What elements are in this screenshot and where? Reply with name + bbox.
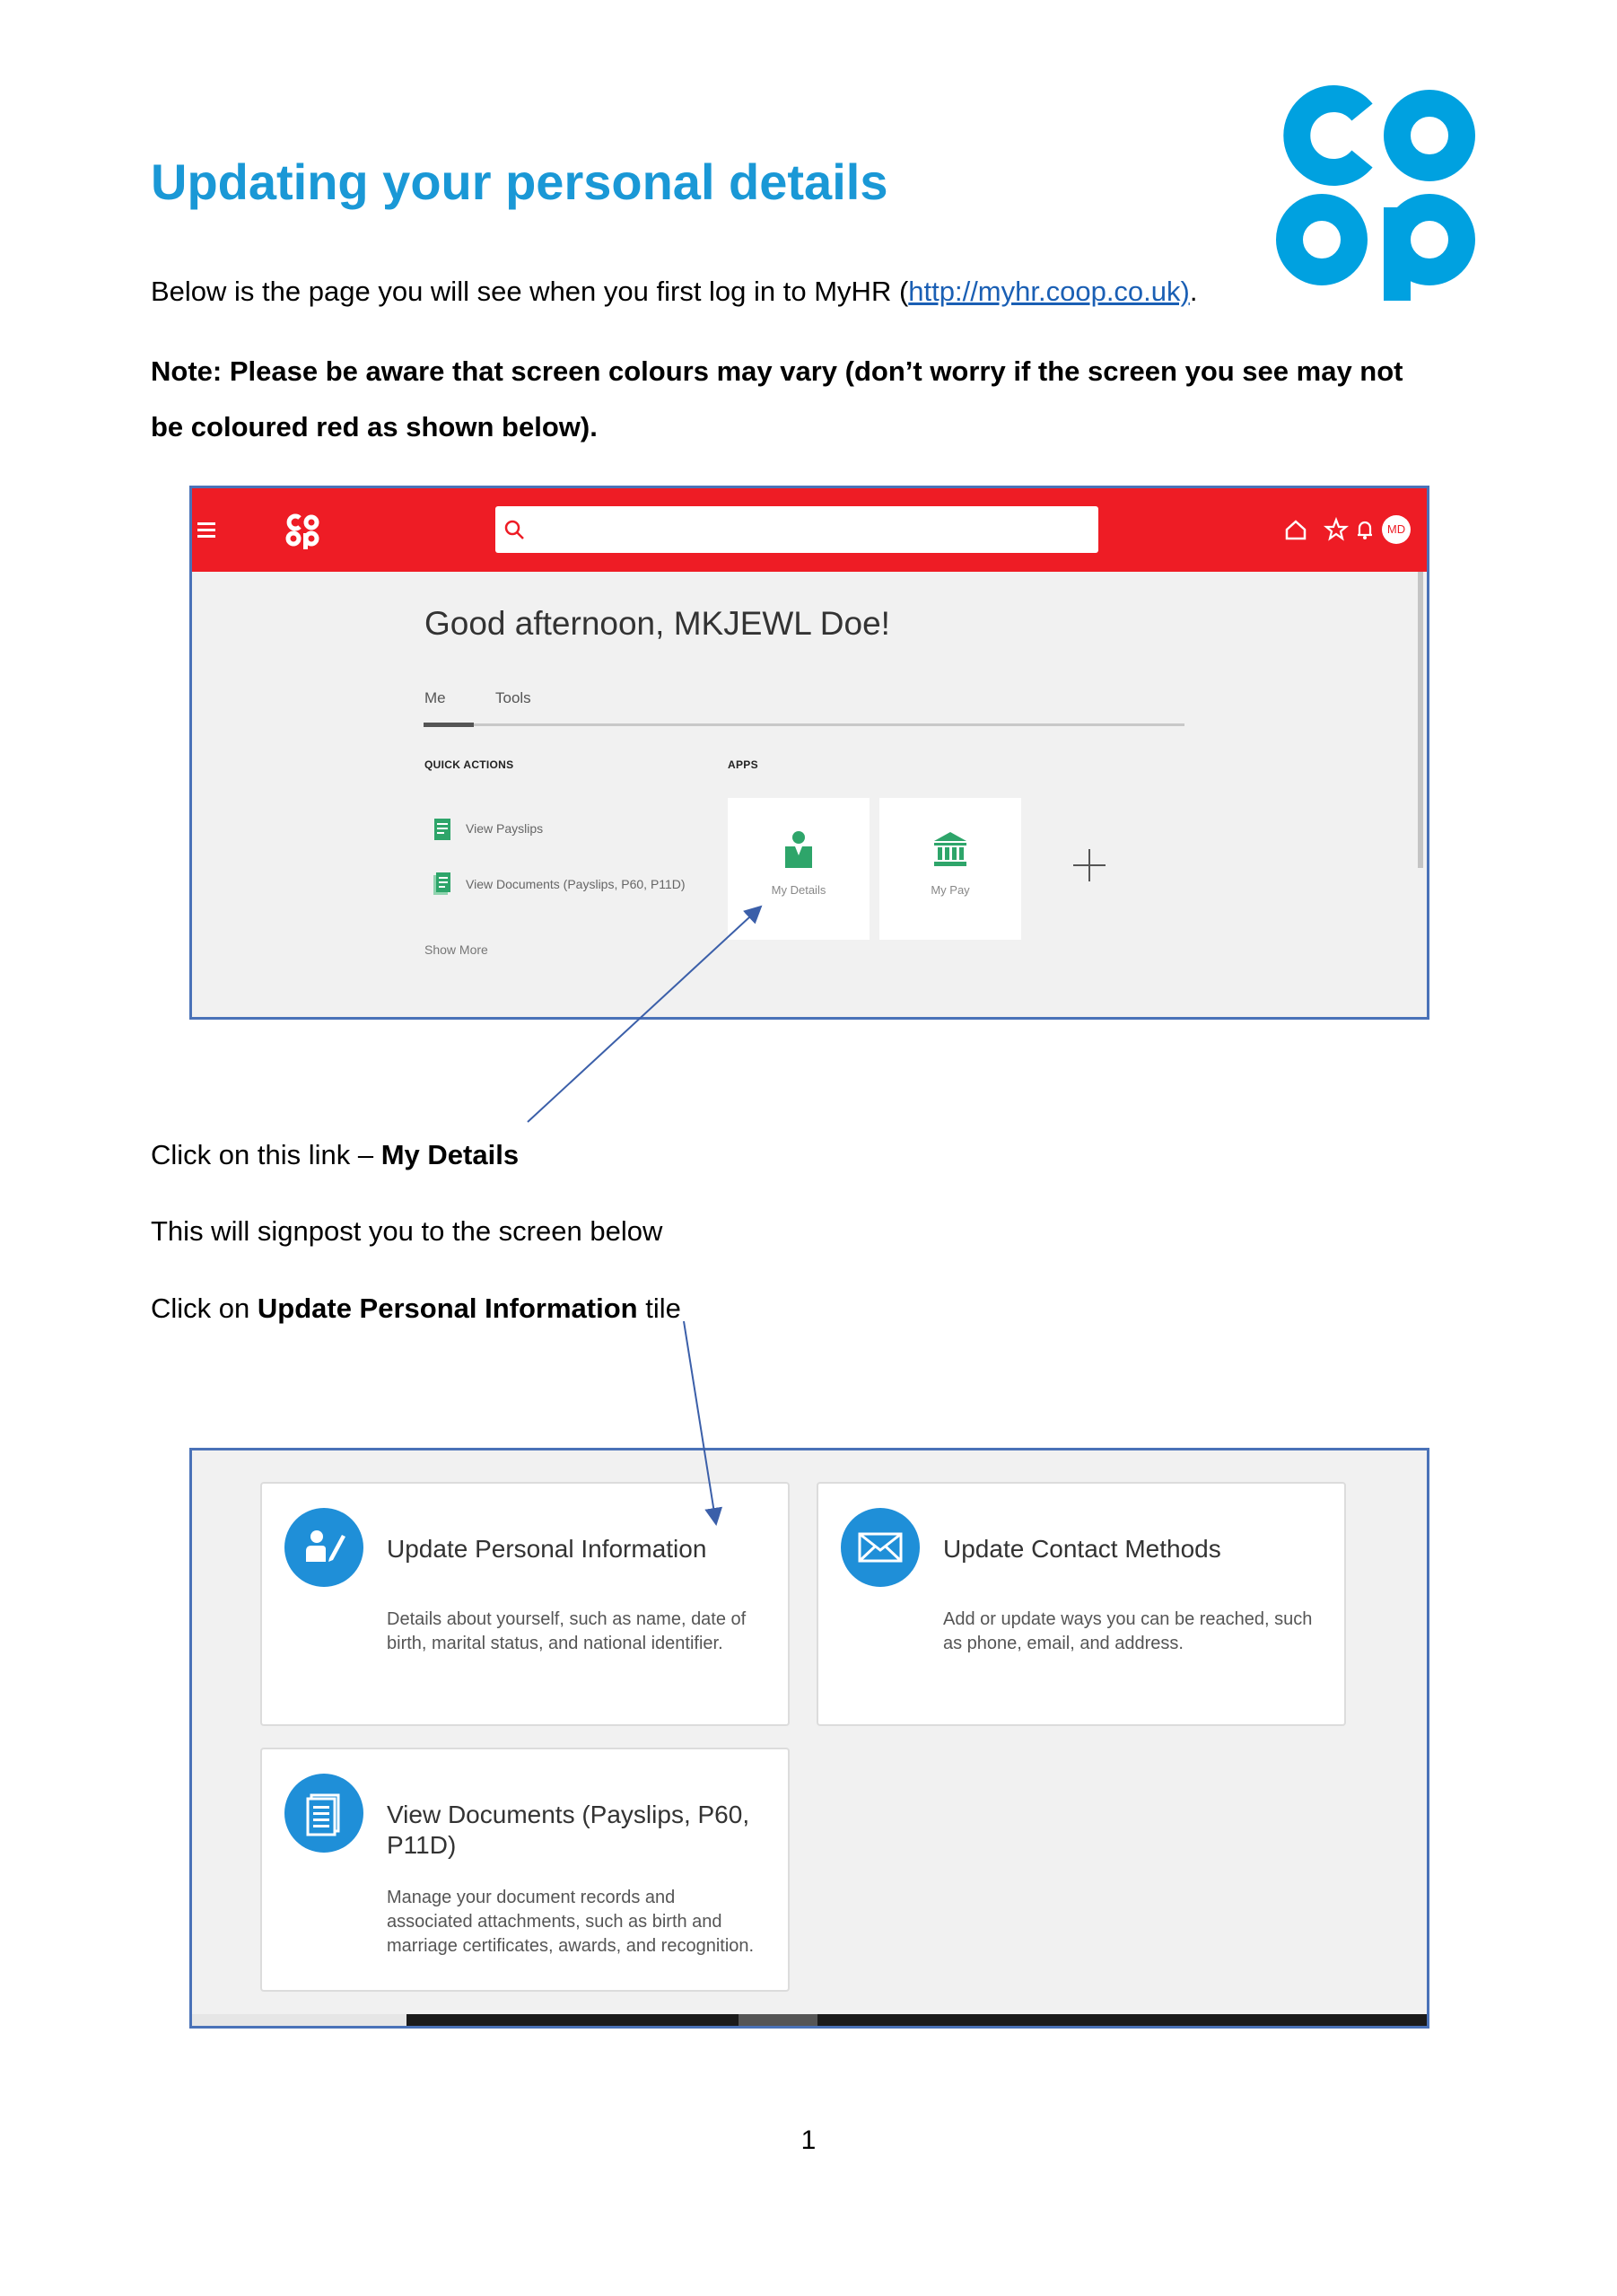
myhr-link[interactable]: http://myhr.coop.co.uk) xyxy=(908,276,1190,307)
logo-letter-o-bottom xyxy=(1289,207,1354,272)
tab-divider xyxy=(424,723,1184,726)
step-2-instruction: This will signpost you to the screen below xyxy=(151,1215,663,1247)
star-icon[interactable] xyxy=(1322,515,1350,544)
tile-description: Manage your document records and associated attachments, such as birth and marriage certificates, awards, and recognition. xyxy=(387,1888,755,1956)
tile-view-documents[interactable] xyxy=(260,1748,790,1992)
tab-active-indicator xyxy=(424,723,474,727)
tile-description: Details about yourself, such as name, date of birth, marital status, and national identifier. xyxy=(387,1609,747,1653)
person-edit-icon xyxy=(284,1508,363,1587)
document-icon xyxy=(284,1774,363,1853)
tile-description: Add or update ways you can be reached, such as phone, email, and address. xyxy=(943,1609,1313,1653)
note-paragraph: Note: Please be aware that screen colours may vary (don’t worry if the screen you see may not be coloured red as shown below). xyxy=(151,355,1403,443)
home-icon[interactable] xyxy=(1281,515,1310,544)
logo-letter-c xyxy=(1297,99,1362,172)
top-navigation-bar xyxy=(192,488,1427,572)
payslip-icon xyxy=(433,818,452,841)
tile-update-contact-methods[interactable] xyxy=(817,1482,1346,1726)
quick-action-view-payslips[interactable]: View Payslips xyxy=(466,821,544,836)
app-label-my-details: My Details xyxy=(771,883,826,897)
search-icon xyxy=(503,518,526,541)
page-number: 1 xyxy=(800,2125,817,2155)
tab-me[interactable]: Me xyxy=(424,689,446,706)
bell-icon[interactable] xyxy=(1350,515,1379,544)
bank-icon xyxy=(932,830,968,868)
scrollbar[interactable] xyxy=(1418,572,1423,868)
horizontal-scrollbar-thumb[interactable] xyxy=(739,2014,817,2026)
my-details-screenshot xyxy=(189,1448,1429,2029)
hamburger-menu-icon[interactable] xyxy=(197,522,215,539)
tile-title: Update Personal Information xyxy=(387,1535,707,1563)
step-1-instruction: Click on this link – My Details xyxy=(151,1139,520,1170)
greeting-heading: Good afternoon, MKJEWL Doe! xyxy=(424,605,890,642)
avatar[interactable]: MD xyxy=(1382,515,1411,544)
tile-update-personal-information[interactable] xyxy=(260,1482,790,1726)
search-input[interactable] xyxy=(495,506,1098,553)
app-tile-my-pay[interactable] xyxy=(879,798,1021,940)
tab-tools[interactable]: Tools xyxy=(495,689,531,706)
envelope-icon xyxy=(841,1508,920,1587)
person-icon xyxy=(781,830,817,868)
documents-icon xyxy=(433,872,452,896)
plus-icon[interactable] xyxy=(1071,847,1107,883)
apps-heading: APPS xyxy=(728,758,758,771)
show-more-link[interactable]: Show More xyxy=(424,942,488,957)
coop-logo xyxy=(1272,85,1475,301)
tile-title: View Documents (Payslips, P60, P11D) xyxy=(387,1801,750,1859)
app-label-my-pay: My Pay xyxy=(931,883,970,897)
quick-action-view-documents[interactable]: View Documents (Payslips, P60, P11D) xyxy=(466,877,686,891)
horizontal-scrollbar-bar xyxy=(406,2014,1427,2026)
app-tile-my-details[interactable] xyxy=(728,798,870,940)
coop-mini-logo xyxy=(284,513,320,549)
page-title: Updating your personal details xyxy=(151,153,888,210)
myhr-home-screenshot xyxy=(189,486,1429,1020)
logo-letter-o-top xyxy=(1397,103,1462,168)
tile-title: Update Contact Methods xyxy=(943,1535,1221,1563)
step-3-instruction: Click on Update Personal Information tile xyxy=(151,1293,681,1324)
logo-letter-p-stem xyxy=(1384,207,1411,301)
intro-paragraph: Below is the page you will see when you first log in to MyHR (http://myhr.coop.co.uk). xyxy=(151,276,1198,307)
quick-actions-heading: QUICK ACTIONS xyxy=(424,758,514,771)
